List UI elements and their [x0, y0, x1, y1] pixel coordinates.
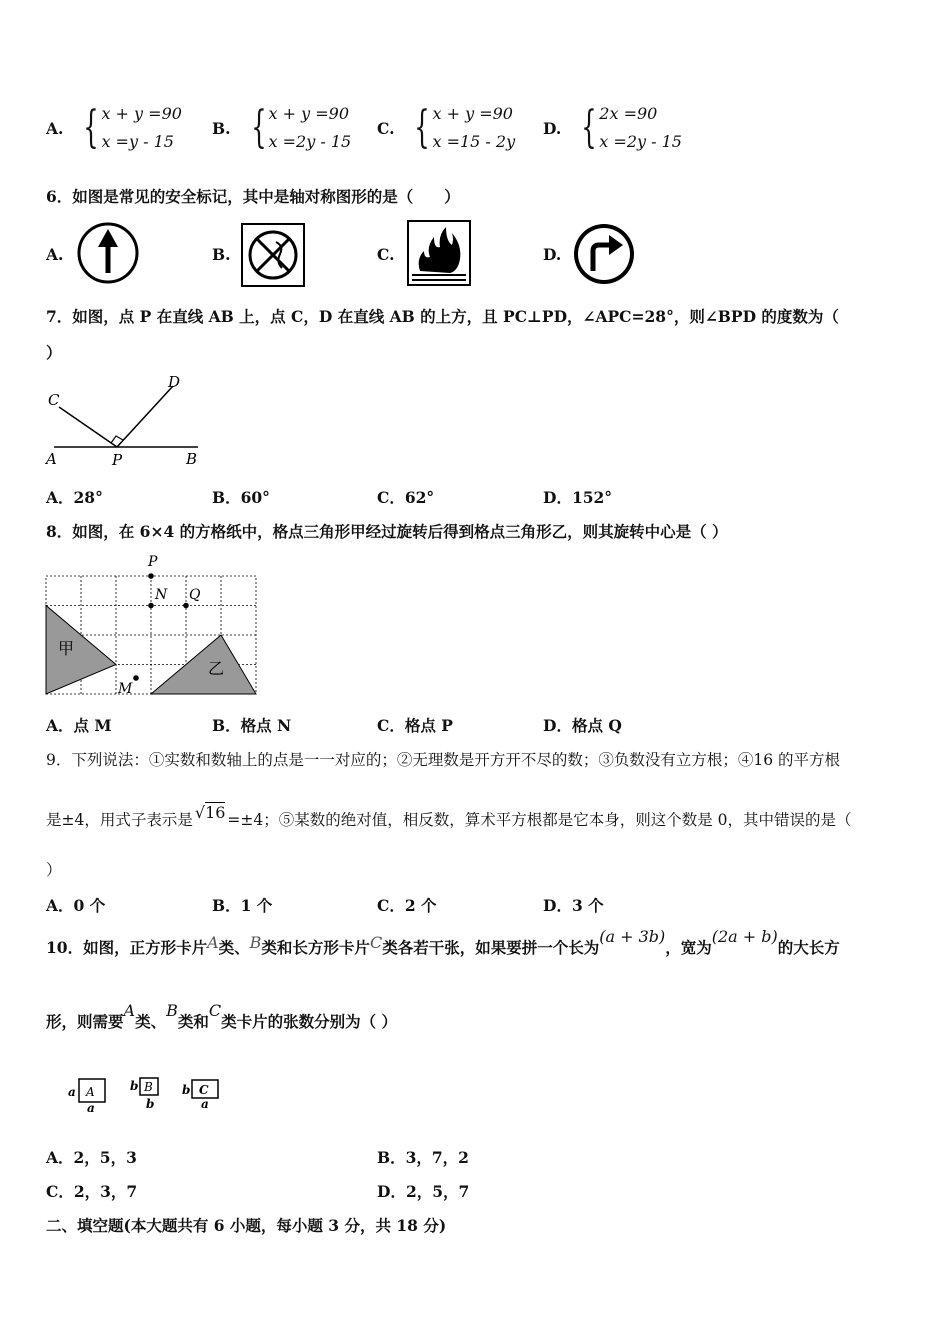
card-a-label: A	[86, 1085, 95, 1099]
label-jia: 甲	[58, 639, 75, 658]
q10-text-part: 10．如图，正方形卡片	[46, 938, 208, 957]
card-type-c: C	[369, 933, 383, 952]
equation: x + y =90	[268, 104, 349, 123]
label-p: P	[112, 451, 123, 469]
label-q: Q	[189, 587, 201, 603]
q9-option-c: C．2 个	[377, 896, 437, 915]
fire-sign-icon	[406, 219, 472, 287]
card-a-side: a	[68, 1085, 76, 1099]
card-b-side: b	[130, 1079, 139, 1093]
label-yi: 乙	[208, 659, 225, 678]
label-d: D	[168, 373, 181, 391]
no-phone-sign-icon	[240, 222, 306, 288]
q10-option-c: C．2，3，7	[46, 1182, 138, 1201]
q7-option-b: B．60°	[212, 488, 270, 507]
equation: x =15 - 2y	[432, 132, 516, 151]
turn-right-sign-icon	[571, 221, 637, 287]
q10-option-b: B．3，7，2	[377, 1148, 469, 1167]
q10-text-line2	[46, 1002, 397, 1032]
card-c-label: C	[199, 1083, 209, 1097]
equation: x + y =90	[432, 104, 513, 123]
label-p: P	[148, 554, 158, 570]
q8-option-b: B．格点 N	[212, 716, 292, 735]
q5-option-b: B. { x + y =90 x =2y - 15	[212, 100, 351, 156]
up-arrow-sign-icon	[76, 221, 140, 285]
q7-option-a: A．28°	[46, 488, 103, 507]
q7-text-end: ）	[46, 343, 62, 362]
label-c: C	[48, 391, 60, 409]
q10-text-line1	[46, 928, 840, 958]
q10-option-d: D．2，5，7	[377, 1182, 470, 1201]
q9-text-part: =±4；⑤某数的绝对值，相反数，算术平方根都是它本身，则这个数是 0，其中错误的是（	[227, 811, 852, 829]
card-type-a: A	[207, 933, 219, 952]
q6-option-d-label: D.	[543, 245, 562, 264]
card-b-bottom: b	[146, 1097, 155, 1111]
card-type-a: A	[123, 1001, 136, 1020]
q10-text-part: 类卡片的张数分别为（ ）	[221, 1012, 398, 1031]
option-label: D.	[543, 118, 562, 138]
card-b-label: B	[144, 1080, 153, 1094]
q8-grid-figure	[40, 550, 265, 700]
q9-text-line1: 9．下列说法：①实数和数轴上的点是一一对应的；②无理数是开方开不尽的数；③负数没有立方根；④16 的平方根	[46, 751, 841, 769]
equation: x + y =90	[101, 104, 182, 123]
q9-text-line2	[46, 803, 852, 830]
q8-option-a: A．点 M	[46, 716, 112, 735]
label-a: A	[46, 450, 57, 468]
width-expression: (2a + b)	[711, 927, 778, 946]
option-label: C.	[377, 118, 395, 138]
length-expression: (a + 3b)	[599, 927, 666, 946]
card-a-bottom: a	[87, 1101, 95, 1115]
q10-text-part: 类和长方形卡片	[261, 938, 370, 957]
q10-text-part: 形，则需要	[46, 1012, 124, 1031]
q10-text-part: 类各若干张，如果要拼一个长为	[382, 938, 600, 957]
label-n: N	[155, 587, 168, 603]
q7-option-d: D．152°	[543, 488, 613, 507]
q5-option-d: D. { 2x =90 x =2y - 15	[543, 100, 682, 156]
label-b: B	[186, 450, 198, 468]
q6-option-c-label: C.	[377, 245, 395, 264]
q9-option-d: D．3 个	[543, 896, 604, 915]
q9-option-b: B．1 个	[212, 896, 273, 915]
q7-option-c: C．62°	[377, 488, 435, 507]
q10-text-part: 类、	[218, 938, 250, 957]
q7-angle-figure	[40, 372, 210, 472]
q8-text: 8．如图，在 6×4 的方格纸中，格点三角形甲经过旋转后得到格点三角形乙，则其旋转中心是（ ）	[46, 522, 728, 541]
q10-cards-figure	[66, 1066, 236, 1116]
q9-option-a: A．0 个	[46, 896, 106, 915]
q9-text-end: ）	[46, 861, 62, 879]
option-label: A.	[46, 118, 64, 138]
equation: x =y - 15	[101, 132, 174, 151]
equation: x =2y - 15	[268, 132, 352, 151]
section-heading: 二、填空题(本大题共有 6 小题，每小题 3 分，共 18 分)	[46, 1216, 447, 1235]
card-type-c: C	[208, 1001, 222, 1020]
q8-option-d: D．格点 Q	[543, 716, 622, 735]
q6-option-a-label: A.	[46, 245, 64, 264]
card-c-bottom: a	[201, 1097, 209, 1111]
option-label: B.	[212, 118, 231, 138]
card-c-side: b	[182, 1083, 191, 1097]
q7-text: 7．如图，点 P 在直线 AB 上，点 C，D 在直线 AB 的上方，且 PC⊥PD，∠APC=28°，则∠BPD 的度数为（	[46, 307, 839, 326]
label-m: M	[118, 681, 133, 697]
sqrt-radicand: 16	[205, 803, 226, 822]
q9-text-part: 是±4，用式子表示是	[46, 811, 193, 829]
q6-option-b-label: B.	[212, 245, 231, 264]
q10-text-part: 类和	[177, 1012, 209, 1031]
q10-text-part: ，宽为	[665, 938, 712, 957]
q10-text-part: 的大长方	[777, 938, 840, 957]
q10-option-a: A．2，5，3	[46, 1148, 137, 1167]
q6-text: 6．如图是常见的安全标记，其中是轴对称图形的是（ ）	[46, 187, 460, 206]
q8-option-c: C．格点 P	[377, 716, 453, 735]
card-type-b: B	[249, 933, 262, 952]
q5-option-a: A. { x + y =90 x =y - 15	[46, 100, 182, 156]
q5-option-c: C. { x + y =90 x =15 - 2y	[377, 100, 515, 156]
sqrt-expression: √16	[194, 803, 226, 822]
card-type-b: B	[166, 1001, 178, 1020]
equation: x =2y - 15	[599, 132, 682, 151]
equation: 2x =90	[599, 104, 658, 123]
q10-text-part: 类、	[135, 1012, 167, 1031]
